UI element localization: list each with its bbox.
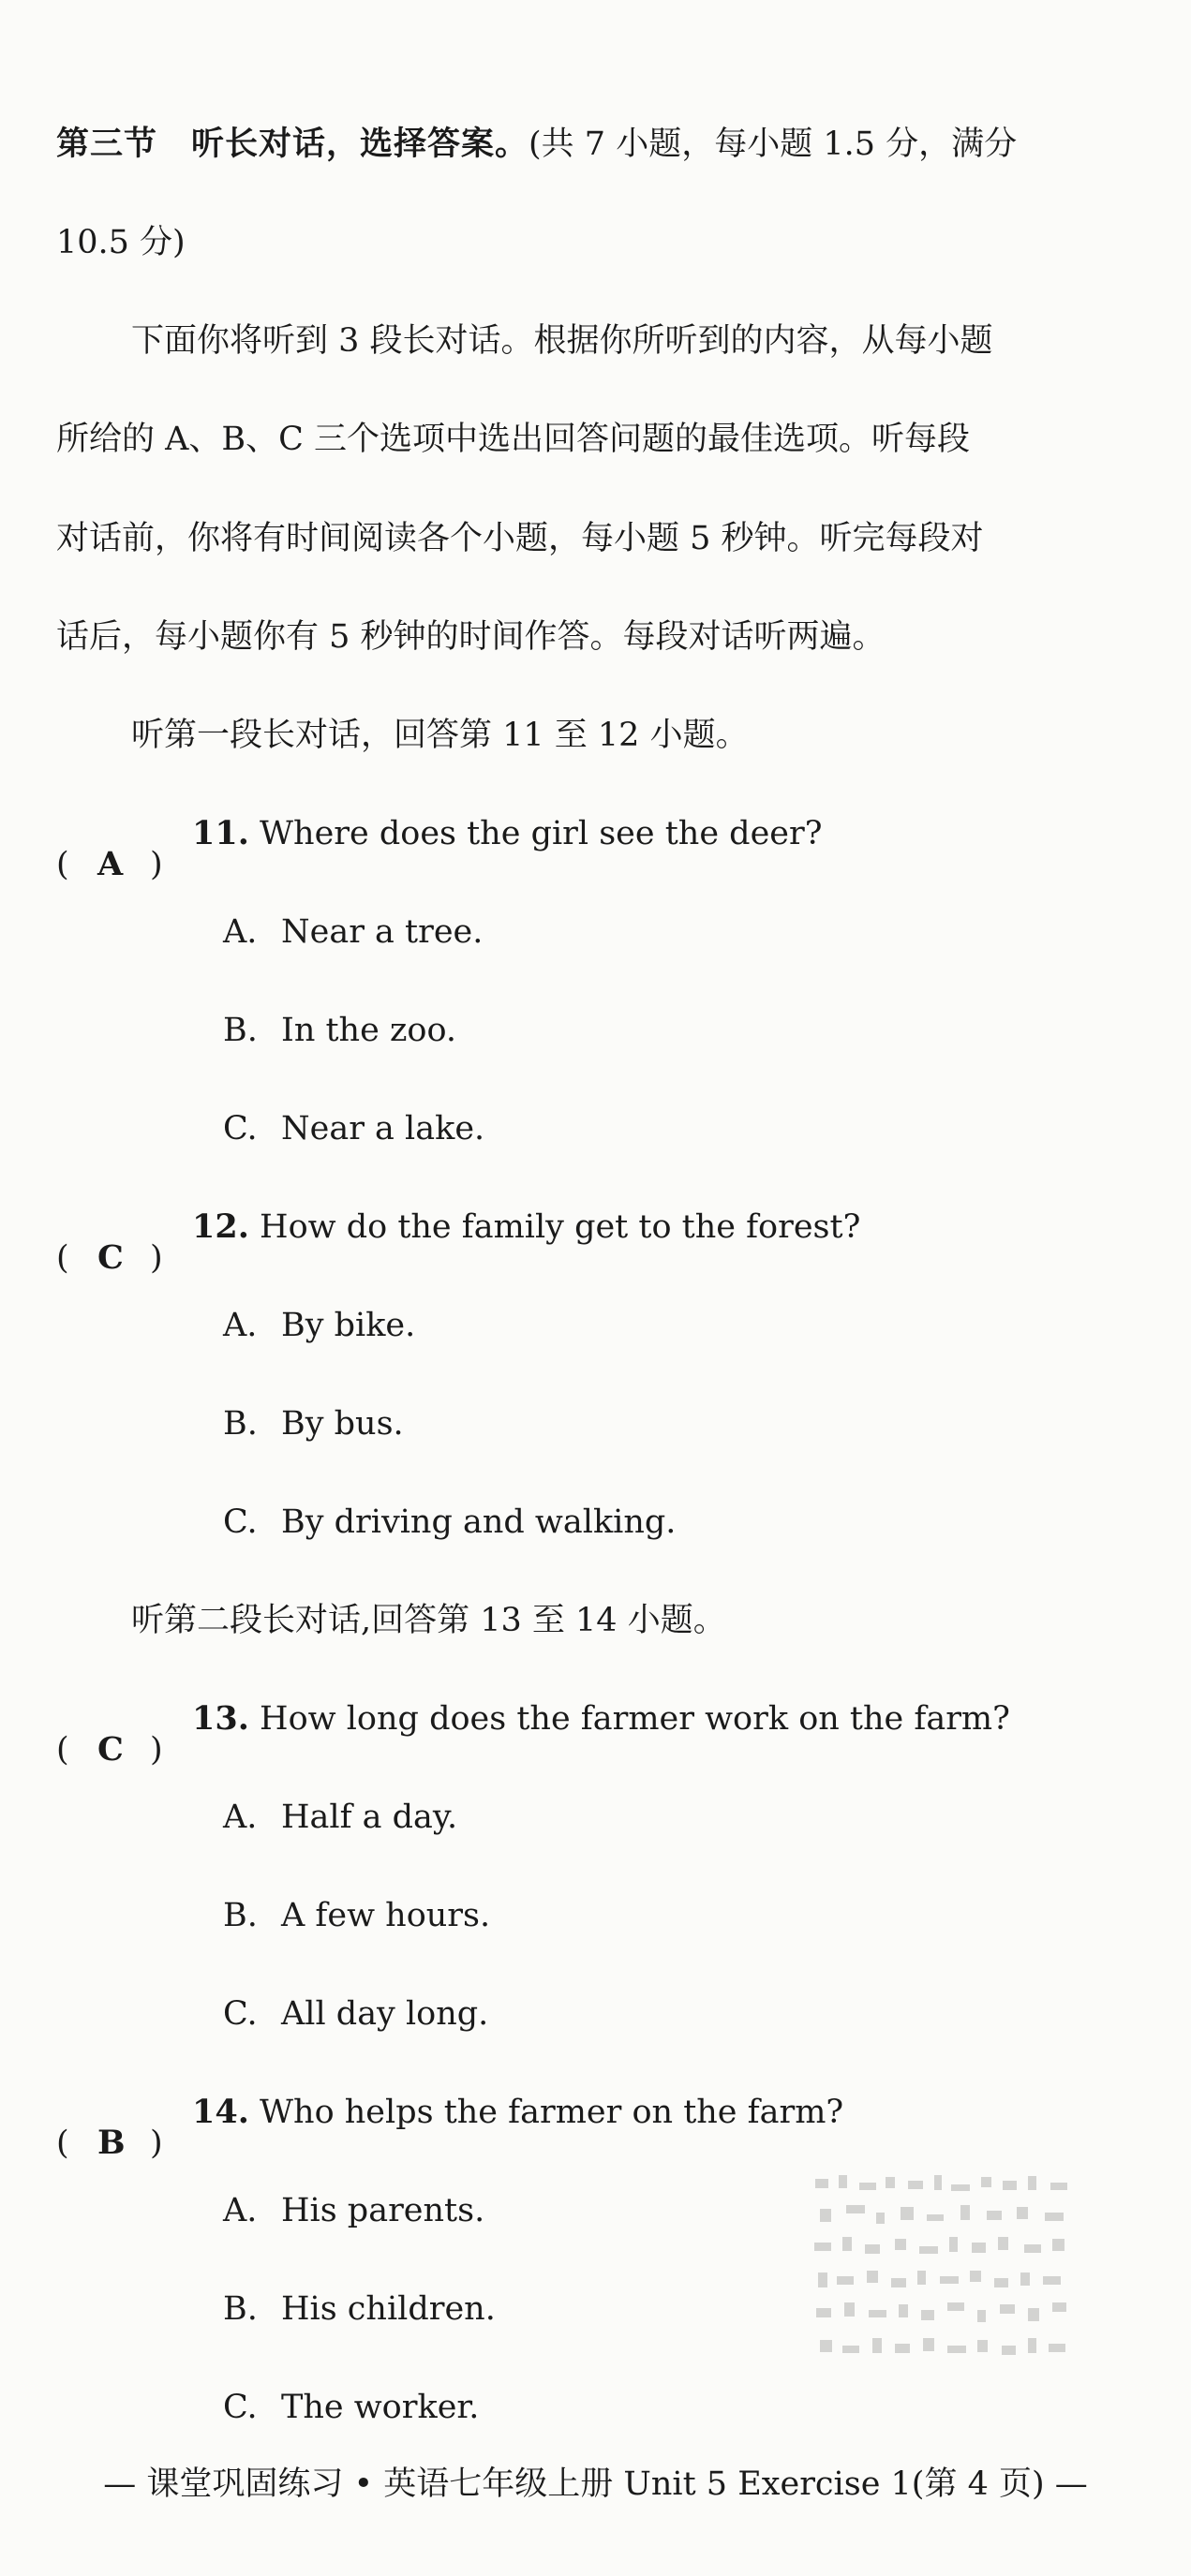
question-number: 13. — [192, 1699, 249, 1738]
option-c — [223, 1108, 484, 1149]
option-letter: A. — [223, 913, 258, 951]
question-14: ( B ) 14. Who helps the farmer on the farm? — [56, 2093, 844, 2162]
instruction-line: 所给的 A、B、C 三个选项中选出回答问题的最佳选项。听每段 — [56, 421, 971, 458]
option-b — [223, 1895, 490, 1936]
question-text: How long does the farmer work on the farm? — [260, 1700, 1010, 1738]
question-13: ( C ) 13. How long does the farmer work on the farm? — [56, 1699, 1010, 1769]
option-b — [223, 1403, 404, 1444]
question-number: 11. — [192, 814, 249, 852]
instruction-line: 下面你将听到 3 段长对话。根据你所听到的内容，从每小题 — [131, 322, 993, 360]
option-letter: B. — [223, 1405, 258, 1443]
option-a — [223, 2190, 484, 2231]
option-letter: A. — [223, 2192, 258, 2229]
question-12: ( C ) 12. How do the family get to the forest? — [56, 1207, 861, 1277]
instruction-line: 对话前，你将有时间阅读各个小题，每小题 5 秒钟。听完每段对 — [56, 520, 984, 557]
option-c — [223, 1993, 488, 2035]
section-subtitle: 听长对话，选择答案。 — [191, 126, 529, 163]
question-text: Who helps the farmer on the farm? — [260, 2094, 844, 2131]
question-text: How do the family get to the forest? — [260, 1208, 861, 1246]
option-text: Half a day. — [281, 1799, 458, 1836]
option-letter: C. — [223, 1110, 258, 1147]
option-text: All day long. — [281, 1995, 489, 2033]
faded-qr-code-image — [811, 2171, 1078, 2377]
option-b — [223, 1010, 456, 1051]
option-a — [223, 911, 483, 953]
option-text: Near a lake. — [281, 1110, 485, 1147]
option-text: A few hours. — [281, 1897, 491, 1934]
option-b — [223, 2288, 496, 2330]
section-title: 第三节 — [56, 126, 158, 163]
dialogue-header-first: 听第一段长对话，回答第 11 至 12 小题。 — [131, 717, 749, 754]
option-text: His parents. — [281, 2192, 485, 2229]
dialogue-header-second: 听第二段长对话,回答第 13 至 14 小题。 — [131, 1602, 726, 1639]
option-text: By bike. — [281, 1307, 416, 1344]
question-text: Where does the girl see the deer? — [260, 815, 823, 852]
option-letter: A. — [223, 1799, 258, 1836]
option-letter: A. — [223, 1307, 258, 1344]
answer-value: C — [97, 1730, 124, 1769]
option-text: By driving and walking. — [281, 1503, 677, 1541]
option-letter: C. — [223, 2389, 258, 2426]
option-text: By bus. — [281, 1405, 404, 1443]
question-11: ( A ) 11. Where does the girl see the deer? — [56, 814, 823, 883]
option-c — [223, 2387, 479, 2428]
answer-value: B — [97, 2124, 126, 2162]
section-heading — [56, 124, 1017, 165]
instruction-line: 话后，每小题你有 5 秒钟的时间作答。每段对话听两遍。 — [56, 618, 886, 656]
question-number: 12. — [192, 1207, 249, 1246]
option-text: Near a tree. — [281, 913, 484, 951]
option-text: His children. — [281, 2290, 496, 2328]
option-a — [223, 1305, 415, 1346]
option-letter: B. — [223, 1897, 258, 1934]
option-letter: C. — [223, 1503, 258, 1541]
question-number: 14. — [192, 2093, 249, 2131]
option-text: The worker. — [281, 2389, 480, 2426]
section-scoring: (共 7 小题，每小题 1.5 分，满分 — [529, 126, 1018, 163]
answer-value: C — [97, 1238, 124, 1277]
option-a — [223, 1797, 457, 1838]
page-footer: — 课堂巩固练习 • 英语七年级上册 Unit 5 Exercise 1(第 4 页) — — [103, 2465, 1088, 2503]
section-scoring-continued: 10.5 分) — [56, 224, 186, 261]
option-letter: B. — [223, 2290, 258, 2328]
option-letter: C. — [223, 1995, 258, 2033]
option-text: In the zoo. — [281, 1012, 457, 1049]
answer-value: A — [97, 845, 124, 883]
option-letter: B. — [223, 1012, 258, 1049]
option-c — [223, 1502, 676, 1543]
